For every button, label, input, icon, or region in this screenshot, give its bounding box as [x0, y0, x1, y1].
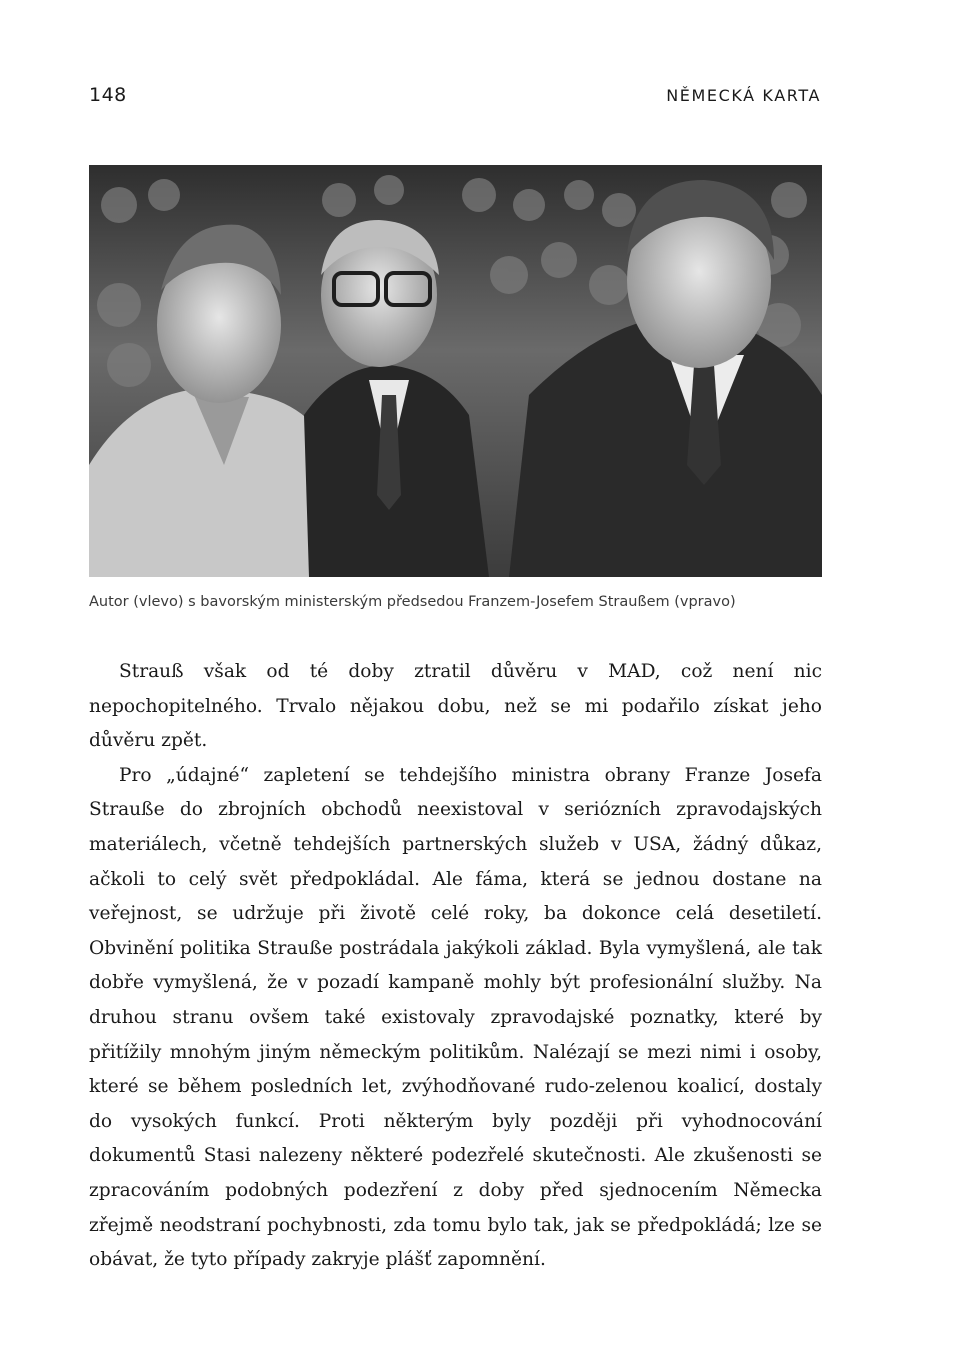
paragraph: Pro „údajné“ zapletení se tehdejšího ministra obrany Franze Josefa Strauße do zbrojních obchodů neexistoval v seriózních zpravodajských materiálech, včetně tehdejších partnerských služeb v USA, žádný důkaz, ačkoli to celý svět předpokládal. Ale fáma, která se jednou dostane na veřejnost, se udržuje při životě celé roky, ba dokonce celá desetiletí. Obvinění politika Strauße postrádala jakýkoli základ. Byla vymyšlená, ale tak dobře vymyšlená, že v pozadí kampaně mohly být profesionální služby. Na druhou stranu ovšem také existovaly zpravodajské poznatky, které by přitížily mnohým jiným německým politikům. Nalézají se mezi nimi i osoby, které se během posledních let, zvýhodňované rudo-zelenou koalicí, dostaly do vysokých funkcí. Proti některým byly později při vyhodnocování dokumentů Stasi nalezeny některé podezřelé skutečnosti. Ale zkušenosti se zpracováním podobných podezření z doby před sjednocením Německa zřejmě neodstraní pochybnosti, zda tomu bylo tak, jak se předpokládá; lze se obávat, že tyto případy zakryje plášť zapomnění. [89, 764, 822, 1271]
running-title: NĚMECKÁ KARTA [666, 86, 821, 105]
paragraph: Strauß však od té doby ztratil důvěru v MAD, což není nic nepochopitelného. Trvalo nějakou dobu, než se mi podařilo získat jeho důvěru zpět. [89, 661, 822, 752]
figure-caption: Autor (vlevo) s bavorským ministerským předsedou Franzem-Josefem Straußem (vpravo) [89, 594, 736, 610]
page-number: 148 [89, 84, 127, 106]
body-text [89, 655, 822, 1278]
photograph [89, 165, 822, 577]
